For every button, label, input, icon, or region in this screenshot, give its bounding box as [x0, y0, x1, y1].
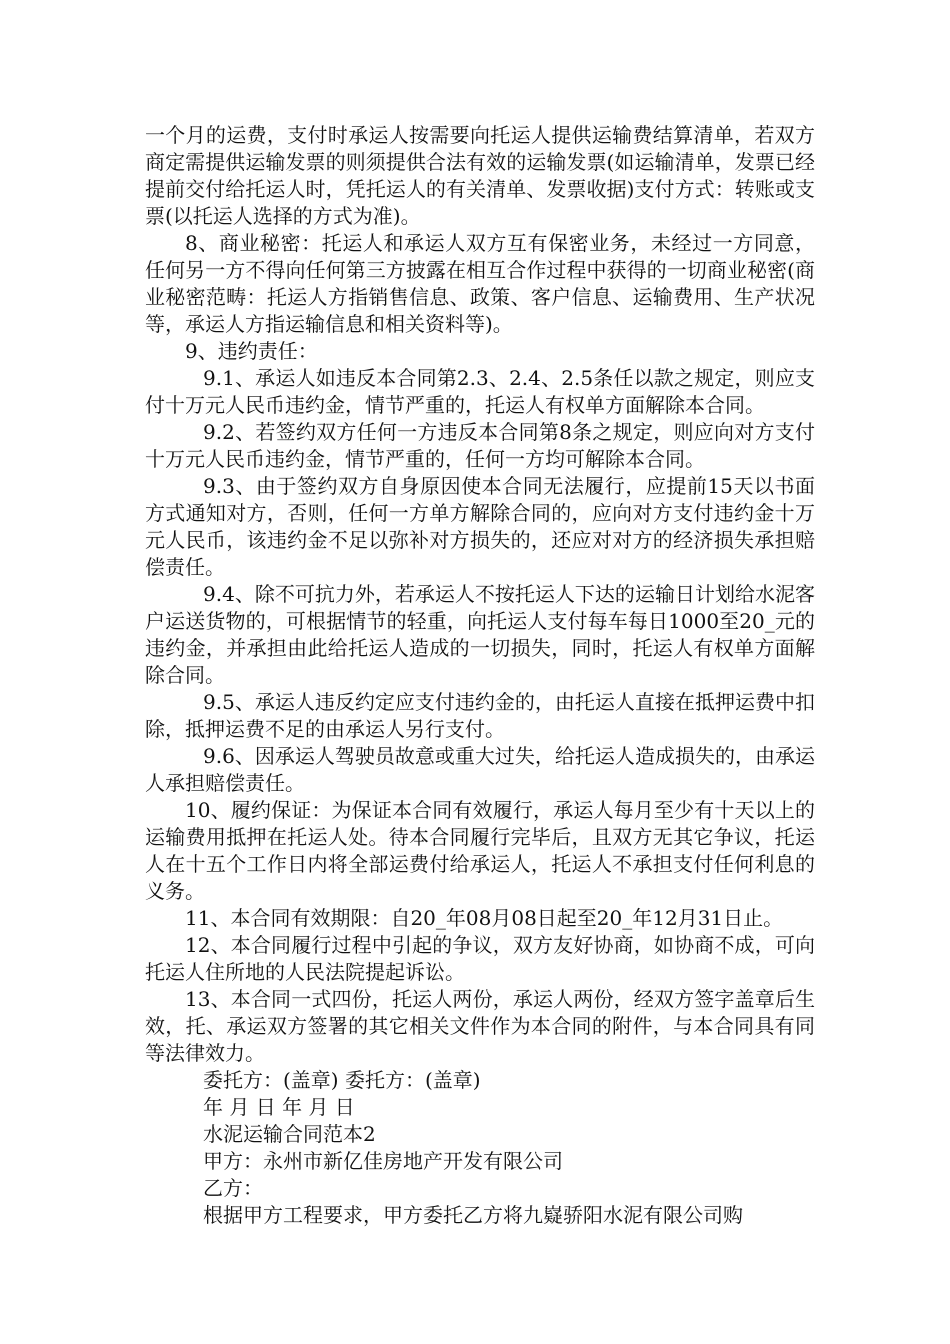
party-b-line: 乙方： [203, 1176, 263, 1200]
paragraph-payment-terms: 一个月的运费，支付时承运人按需要向托运人提供运输费结算清单，若双方商定需提供运输发票的则须提供合法有效的运输发票(如运输清单，发票已经提前交付给托运人时，凭托运人的有关清单、发票收据)支付方式：转账或支票(以托运人选择的方式为准)。 [145, 123, 815, 228]
paragraph-clause-9-4: 9.4、除不可抗力外，若承运人不按托运人下达的运输日计划给水泥客户运送货物的，可根据情节的轻重，向托运人支付每车每日1000至20_元的违约金，并承担由此给托运人造成的一切损失，同时，托运人有权单方面解除合同。 [145, 582, 815, 687]
paragraph-clause-9-5: 9.5、承运人违反约定应支付违约金的，由托运人直接在抵押运费中扣除，抵押运费不足的由承运人另行支付。 [145, 690, 815, 741]
paragraph-clause-9-heading: 9、违约责任： [185, 339, 318, 363]
paragraph-clause-9-6: 9.6、因承运人驾驶员故意或重大过失，给托运人造成损失的，由承运人承担赔偿责任。 [145, 744, 815, 795]
paragraph-clause-11: 11、本合同有效期限：自20_年08月08日起至20_年12月31日止。 [185, 906, 784, 930]
intro-line: 根据甲方工程要求，甲方委托乙方将九嶷骄阳水泥有限公司购 [203, 1203, 743, 1227]
paragraph-clause-13: 13、本合同一式四份，托运人两份，承运人两份，经双方签字盖章后生效，托、承运双方签署的其它相关文件作为本合同的附件，与本合同具有同等法律效力。 [145, 987, 815, 1065]
paragraph-clause-8: 8、商业秘密：托运人和承运人双方互有保密业务，未经过一方同意，任何另一方不得向任何第三方披露在相互合作过程中获得的一切商业秘密(商业秘密范畴：托运人方指销售信息、政策、客户信息、运输费用、生产状况等，承运人方指运输信息和相关资料等)。 [145, 231, 815, 336]
signature-line: 委托方：(盖章) 委托方：(盖章) [203, 1068, 481, 1092]
paragraph-clause-9-2: 9.2、若签约双方任何一方违反本合同第8条之规定，则应向对方支付十万元人民币违约金，情节严重的，任何一方均可解除本合同。 [145, 420, 815, 471]
date-line: 年 月 日 年 月 日 [203, 1095, 355, 1119]
paragraph-clause-12: 12、本合同履行过程中引起的争议，双方友好协商，如协商不成，可向托运人住所地的人民法院提起诉讼。 [145, 933, 815, 984]
party-a-line: 甲方：永州市新亿佳房地产开发有限公司 [203, 1149, 563, 1173]
document-page [145, 122, 815, 1229]
paragraph-clause-9-3: 9.3、由于签约双方自身原因使本合同无法履行，应提前15天以书面方式通知对方，否则，任何一方单方解除合同的，应向对方支付违约金十万元人民币，该违约金不足以弥补对方损失的，还应对对方的经济损失承担赔偿责任。 [145, 474, 815, 579]
paragraph-clause-9-1: 9.1、承运人如违反本合同第2.3、2.4、2.5条任以款之规定，则应支付十万元人民币违约金，情节严重的，托运人有权单方面解除本合同。 [145, 366, 815, 417]
paragraph-clause-10: 10、履约保证：为保证本合同有效履行，承运人每月至少有十天以上的运输费用抵押在托运人处。待本合同履行完毕后，且双方无其它争议，托运人在十五个工作日内将全部运费付给承运人，托运人不承担支付任何利息的义务。 [145, 798, 815, 903]
contract-title-2: 水泥运输合同范本2 [203, 1122, 376, 1146]
